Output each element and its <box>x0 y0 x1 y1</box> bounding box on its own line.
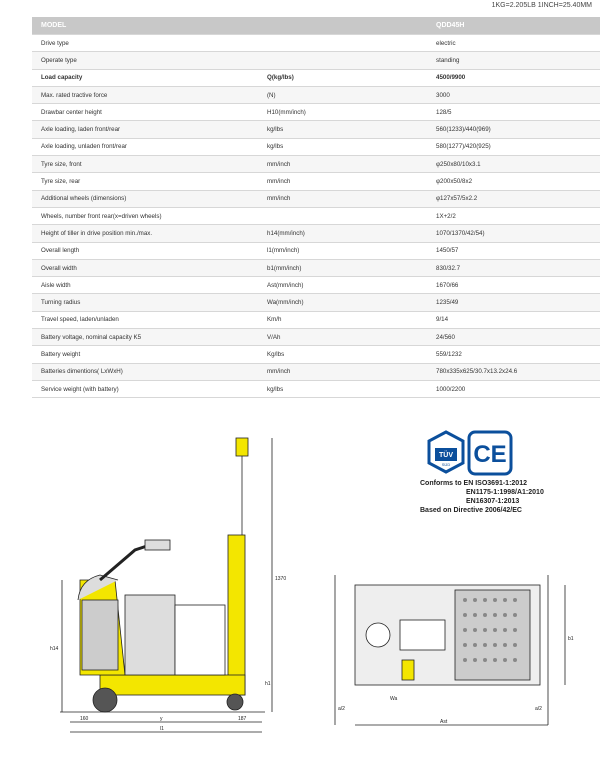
dim-1370: 1370 <box>275 576 287 582</box>
spec-row <box>32 277 600 294</box>
spec-name: Load capacity <box>32 69 258 86</box>
spec-unit: Q(kg/lbs) <box>258 69 427 86</box>
spec-row <box>32 104 600 121</box>
spec-row <box>32 86 600 103</box>
steering-handle <box>145 540 170 550</box>
seat-back <box>82 600 118 670</box>
spec-name: Turning radius <box>32 294 258 311</box>
dim-187: 187 <box>238 716 247 722</box>
tuv-sub-text: SÜD <box>441 462 451 467</box>
spec-value: 128/5 <box>427 104 600 121</box>
spec-unit: (N) <box>258 86 427 103</box>
spec-unit: mm/inch <box>258 363 427 380</box>
spec-name: Additional wheels (dimensions) <box>32 190 258 207</box>
spec-value: 830/32.7 <box>427 259 600 276</box>
spec-value: 1670/66 <box>427 277 600 294</box>
unit-conversion-note: 1KG=2.205LB 1INCH=25.40MM <box>491 2 592 9</box>
spec-value: 4500/9900 <box>427 69 600 86</box>
spec-name: Tyre size, front <box>32 156 258 173</box>
model-value: QDD45H <box>427 17 600 35</box>
spec-value: φ200x50/8x2 <box>427 173 600 190</box>
spec-row <box>32 190 600 207</box>
spec-name: Overall width <box>32 259 258 276</box>
spec-unit <box>258 207 427 224</box>
spec-name: Operate type <box>32 52 258 69</box>
spec-value: 9/14 <box>427 311 600 328</box>
spec-unit: Wa(mm/inch) <box>258 294 427 311</box>
spec-value: 1X+2/2 <box>427 207 600 224</box>
tuv-icon <box>429 432 463 472</box>
spec-value: 1070/1370/42/54) <box>427 225 600 242</box>
spec-unit: H10(mm/inch) <box>258 104 427 121</box>
spec-value: electric <box>427 35 600 52</box>
spec-value: φ127x57/5x2.2 <box>427 190 600 207</box>
cert-svg <box>425 430 515 478</box>
spec-name: Service weight (with battery) <box>32 380 258 397</box>
spec-name: Batteries dimentions( LxWxH) <box>32 363 258 380</box>
spec-row <box>32 242 600 259</box>
spec-name: Battery voltage, nominal capacity K5 <box>32 329 258 346</box>
spec-row <box>32 225 600 242</box>
front-wheel <box>93 688 117 712</box>
spec-unit: kg/lbs <box>258 121 427 138</box>
spec-row <box>32 380 600 397</box>
battery-cover <box>175 605 225 675</box>
spec-row <box>32 346 600 363</box>
spec-row <box>32 294 600 311</box>
dim-h1: h1 <box>265 681 271 687</box>
spec-value: 580(1277)/420(925) <box>427 138 600 155</box>
spec-name: Height of tiller in drive position min./max. <box>32 225 258 242</box>
spec-unit: mm/inch <box>258 173 427 190</box>
spec-row <box>32 138 600 155</box>
spec-row <box>32 121 600 138</box>
spec-value: 3000 <box>427 86 600 103</box>
spec-row <box>32 207 600 224</box>
cert-line-2: EN1175-1:1998/A1:2010 <box>466 489 544 496</box>
spec-name: Axle loading, unladen front/rear <box>32 138 258 155</box>
spec-value: 1450/57 <box>427 242 600 259</box>
spec-unit: Km/h <box>258 311 427 328</box>
battery-plate <box>455 590 530 680</box>
spec-row <box>32 363 600 380</box>
spec-unit: Ast(mm/inch) <box>258 277 427 294</box>
spec-name: Max. rated tractive force <box>32 86 258 103</box>
spec-name: Battery weight <box>32 346 258 363</box>
spec-value: standing <box>427 52 600 69</box>
dim-l1: l1 <box>160 726 164 732</box>
ce-text: CE <box>473 441 507 468</box>
spec-value: φ250x80/10x3.1 <box>427 156 600 173</box>
top-view-drawing <box>330 565 580 740</box>
spec-row <box>32 52 600 69</box>
spec-row <box>32 259 600 276</box>
spec-unit: b1(mm/inch) <box>258 259 427 276</box>
spec-row <box>32 69 600 86</box>
spec-unit <box>258 52 427 69</box>
spec-value: 780x335x625/30.7x13.2x24.6 <box>427 363 600 380</box>
spec-name: Tyre size, rear <box>32 173 258 190</box>
tiller-head <box>236 438 248 456</box>
spec-name: Aisle width <box>32 277 258 294</box>
model-unit-blank <box>258 17 427 35</box>
spec-unit: V/Ah <box>258 329 427 346</box>
battery-indicator <box>402 660 414 680</box>
spec-value: 24/560 <box>427 329 600 346</box>
spec-unit: kg/lbs <box>258 380 427 397</box>
spec-row <box>32 35 600 52</box>
spec-unit: l1(mm/inch) <box>258 242 427 259</box>
spec-name: Travel speed, laden/unladen <box>32 311 258 328</box>
spec-unit <box>258 35 427 52</box>
spec-row <box>32 173 600 190</box>
dim-wa: Wa <box>390 696 398 702</box>
spec-unit: mm/inch <box>258 190 427 207</box>
dim-ast: Ast <box>440 719 448 725</box>
mast-post <box>228 535 245 695</box>
spec-value: 559/1232 <box>427 346 600 363</box>
spec-name: Wheels, number front rear(x=driven wheels) <box>32 207 258 224</box>
spec-row <box>32 156 600 173</box>
spec-row <box>32 311 600 328</box>
dim-y: y <box>160 716 163 722</box>
battery-box <box>125 595 175 675</box>
spec-name: Drawbar center height <box>32 104 258 121</box>
spec-value: 1000/2200 <box>427 380 600 397</box>
dim-h14: h14 <box>50 646 59 652</box>
spec-value: 560(1233)/440(969) <box>427 121 600 138</box>
control-area <box>400 620 445 650</box>
steering-wheel-icon <box>366 623 390 647</box>
spec-unit: Kg/lbs <box>258 346 427 363</box>
rear-wheel <box>227 694 243 710</box>
model-label: MODEL <box>32 17 258 35</box>
spec-unit: kg/lbs <box>258 138 427 155</box>
cert-line-4: Based on Directive 2006/42/EC <box>420 507 522 514</box>
dim-b1: b1 <box>568 636 574 642</box>
spec-name: Overall length <box>32 242 258 259</box>
spec-unit: mm/inch <box>258 156 427 173</box>
cert-line-3: EN16307-1:2013 <box>466 498 520 505</box>
cert-line-1: Conforms to EN ISO3691-1:2012 <box>420 480 527 487</box>
certification-text <box>420 479 544 515</box>
ce-mark-icon <box>469 432 511 474</box>
dim-a2-right: a/2 <box>535 706 542 712</box>
table-header-row <box>32 17 600 35</box>
side-view-drawing <box>40 430 300 735</box>
spec-table <box>32 17 600 398</box>
dim-a2-left: a/2 <box>338 706 345 712</box>
spec-unit: h14(mm/inch) <box>258 225 427 242</box>
tuv-text: TÜV <box>439 452 453 459</box>
spec-row <box>32 329 600 346</box>
chassis <box>100 675 245 695</box>
spec-name: Drive type <box>32 35 258 52</box>
dim-160: 160 <box>80 716 89 722</box>
spec-name: Axle loading, laden front/rear <box>32 121 258 138</box>
certification-logos <box>425 430 515 483</box>
spec-value: 1235/49 <box>427 294 600 311</box>
